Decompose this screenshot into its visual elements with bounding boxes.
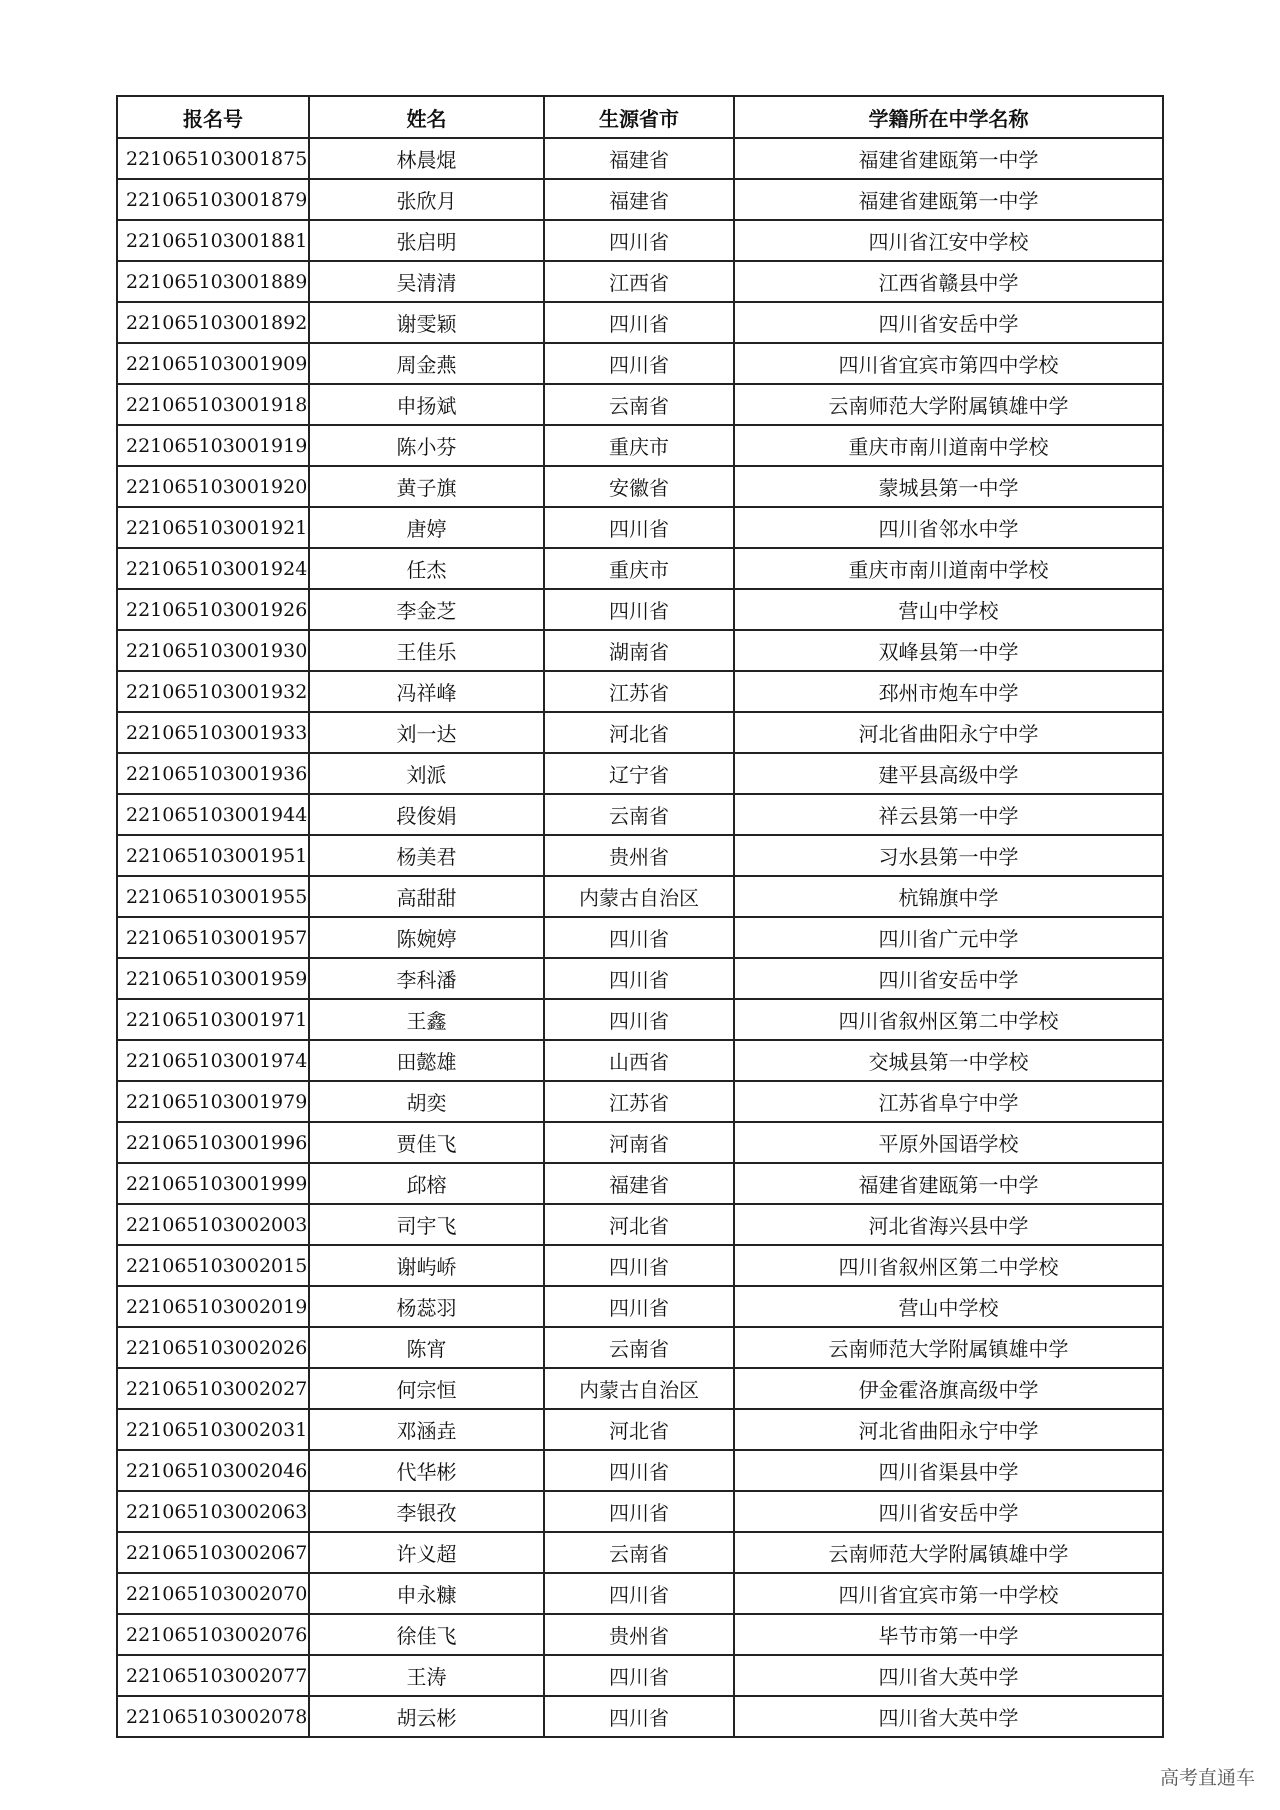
origin-province-cell: 四川省 bbox=[544, 1245, 734, 1286]
registration-number-cell: 221065103001921 bbox=[117, 507, 309, 548]
school-name-cell: 河北省海兴县中学 bbox=[734, 1204, 1163, 1245]
registration-number-cell: 221065103001924 bbox=[117, 548, 309, 589]
header-name: 姓名 bbox=[309, 96, 544, 138]
name-cell: 林晨焜 bbox=[309, 138, 544, 179]
registration-number-cell: 221065103002077 bbox=[117, 1655, 309, 1696]
origin-province-cell: 河南省 bbox=[544, 1122, 734, 1163]
registration-number-cell: 221065103002046 bbox=[117, 1450, 309, 1491]
school-name-cell: 邳州市炮车中学 bbox=[734, 671, 1163, 712]
origin-province-cell: 四川省 bbox=[544, 1286, 734, 1327]
table-row bbox=[117, 876, 1163, 917]
registration-number-cell: 221065103001932 bbox=[117, 671, 309, 712]
registration-number-cell: 221065103002027 bbox=[117, 1368, 309, 1409]
registration-number-cell: 221065103001955 bbox=[117, 876, 309, 917]
registration-number-cell: 221065103002067 bbox=[117, 1532, 309, 1573]
table-row bbox=[117, 794, 1163, 835]
registration-number-cell: 221065103001918 bbox=[117, 384, 309, 425]
school-name-cell: 四川省江安中学校 bbox=[734, 220, 1163, 261]
registration-number-cell: 221065103001892 bbox=[117, 302, 309, 343]
name-cell: 李金芝 bbox=[309, 589, 544, 630]
name-cell: 张欣月 bbox=[309, 179, 544, 220]
registration-number-cell: 221065103001889 bbox=[117, 261, 309, 302]
table-row bbox=[117, 343, 1163, 384]
origin-province-cell: 河北省 bbox=[544, 1204, 734, 1245]
name-cell: 周金燕 bbox=[309, 343, 544, 384]
name-cell: 谢屿峤 bbox=[309, 1245, 544, 1286]
name-cell: 杨蕊羽 bbox=[309, 1286, 544, 1327]
school-name-cell: 四川省安岳中学 bbox=[734, 958, 1163, 999]
table-body bbox=[117, 138, 1163, 1737]
registration-number-cell: 221065103001879 bbox=[117, 179, 309, 220]
table-row bbox=[117, 958, 1163, 999]
table-row bbox=[117, 1696, 1163, 1737]
name-cell: 唐婷 bbox=[309, 507, 544, 548]
name-cell: 陈宵 bbox=[309, 1327, 544, 1368]
registration-number-cell: 221065103002031 bbox=[117, 1409, 309, 1450]
table-row bbox=[117, 1655, 1163, 1696]
table-row bbox=[117, 1081, 1163, 1122]
school-name-cell: 四川省宜宾市第四中学校 bbox=[734, 343, 1163, 384]
school-name-cell: 毕节市第一中学 bbox=[734, 1614, 1163, 1655]
registration-number-cell: 221065103002063 bbox=[117, 1491, 309, 1532]
origin-province-cell: 四川省 bbox=[544, 1450, 734, 1491]
school-name-cell: 河北省曲阳永宁中学 bbox=[734, 712, 1163, 753]
origin-province-cell: 四川省 bbox=[544, 507, 734, 548]
school-name-cell: 伊金霍洛旗高级中学 bbox=[734, 1368, 1163, 1409]
table-row bbox=[117, 1368, 1163, 1409]
name-cell: 胡奕 bbox=[309, 1081, 544, 1122]
registration-number-cell: 221065103002070 bbox=[117, 1573, 309, 1614]
school-name-cell: 四川省大英中学 bbox=[734, 1655, 1163, 1696]
origin-province-cell: 四川省 bbox=[544, 1573, 734, 1614]
origin-province-cell: 福建省 bbox=[544, 1163, 734, 1204]
name-cell: 王佳乐 bbox=[309, 630, 544, 671]
table-row bbox=[117, 507, 1163, 548]
name-cell: 谢雯颖 bbox=[309, 302, 544, 343]
origin-province-cell: 四川省 bbox=[544, 1696, 734, 1737]
origin-province-cell: 云南省 bbox=[544, 384, 734, 425]
header-row bbox=[117, 96, 1163, 138]
table-row bbox=[117, 1409, 1163, 1450]
table-row bbox=[117, 1491, 1163, 1532]
school-name-cell: 河北省曲阳永宁中学 bbox=[734, 1409, 1163, 1450]
origin-province-cell: 重庆市 bbox=[544, 425, 734, 466]
name-cell: 司宇飞 bbox=[309, 1204, 544, 1245]
name-cell: 黄子旗 bbox=[309, 466, 544, 507]
school-name-cell: 江西省赣县中学 bbox=[734, 261, 1163, 302]
table-row bbox=[117, 384, 1163, 425]
registration-number-cell: 221065103001996 bbox=[117, 1122, 309, 1163]
origin-province-cell: 江苏省 bbox=[544, 1081, 734, 1122]
origin-province-cell: 贵州省 bbox=[544, 1614, 734, 1655]
table-row bbox=[117, 302, 1163, 343]
table-row bbox=[117, 220, 1163, 261]
registration-number-cell: 221065103002026 bbox=[117, 1327, 309, 1368]
name-cell: 代华彬 bbox=[309, 1450, 544, 1491]
school-name-cell: 双峰县第一中学 bbox=[734, 630, 1163, 671]
school-name-cell: 四川省安岳中学 bbox=[734, 302, 1163, 343]
origin-province-cell: 四川省 bbox=[544, 589, 734, 630]
name-cell: 王涛 bbox=[309, 1655, 544, 1696]
school-name-cell: 云南师范大学附属镇雄中学 bbox=[734, 1327, 1163, 1368]
registration-number-cell: 221065103002078 bbox=[117, 1696, 309, 1737]
name-cell: 刘派 bbox=[309, 753, 544, 794]
school-name-cell: 祥云县第一中学 bbox=[734, 794, 1163, 835]
origin-province-cell: 山西省 bbox=[544, 1040, 734, 1081]
table-row bbox=[117, 1614, 1163, 1655]
origin-province-cell: 内蒙古自治区 bbox=[544, 876, 734, 917]
registration-number-cell: 221065103002019 bbox=[117, 1286, 309, 1327]
registration-number-cell: 221065103001933 bbox=[117, 712, 309, 753]
registration-number-cell: 221065103001979 bbox=[117, 1081, 309, 1122]
school-name-cell: 杭锦旗中学 bbox=[734, 876, 1163, 917]
registration-number-cell: 221065103001936 bbox=[117, 753, 309, 794]
registration-number-cell: 221065103001926 bbox=[117, 589, 309, 630]
table-row bbox=[117, 589, 1163, 630]
name-cell: 段俊娟 bbox=[309, 794, 544, 835]
table-row bbox=[117, 1327, 1163, 1368]
school-name-cell: 四川省大英中学 bbox=[734, 1696, 1163, 1737]
origin-province-cell: 福建省 bbox=[544, 138, 734, 179]
table-row bbox=[117, 425, 1163, 466]
origin-province-cell: 贵州省 bbox=[544, 835, 734, 876]
table-row bbox=[117, 1122, 1163, 1163]
name-cell: 贾佳飞 bbox=[309, 1122, 544, 1163]
registration-number-cell: 221065103001971 bbox=[117, 999, 309, 1040]
name-cell: 许义超 bbox=[309, 1532, 544, 1573]
registration-number-cell: 221065103001974 bbox=[117, 1040, 309, 1081]
name-cell: 任杰 bbox=[309, 548, 544, 589]
name-cell: 胡云彬 bbox=[309, 1696, 544, 1737]
name-cell: 申永糠 bbox=[309, 1573, 544, 1614]
registration-number-cell: 221065103001920 bbox=[117, 466, 309, 507]
school-name-cell: 营山中学校 bbox=[734, 589, 1163, 630]
table-row bbox=[117, 630, 1163, 671]
table-row bbox=[117, 712, 1163, 753]
name-cell: 刘一达 bbox=[309, 712, 544, 753]
school-name-cell: 江苏省阜宁中学 bbox=[734, 1081, 1163, 1122]
school-name-cell: 云南师范大学附属镇雄中学 bbox=[734, 1532, 1163, 1573]
name-cell: 张启明 bbox=[309, 220, 544, 261]
table-row bbox=[117, 548, 1163, 589]
registration-number-cell: 221065103001881 bbox=[117, 220, 309, 261]
school-name-cell: 四川省叙州区第二中学校 bbox=[734, 999, 1163, 1040]
table-row bbox=[117, 1040, 1163, 1081]
school-name-cell: 四川省广元中学 bbox=[734, 917, 1163, 958]
origin-province-cell: 福建省 bbox=[544, 179, 734, 220]
origin-province-cell: 云南省 bbox=[544, 1327, 734, 1368]
school-name-cell: 四川省邻水中学 bbox=[734, 507, 1163, 548]
origin-province-cell: 辽宁省 bbox=[544, 753, 734, 794]
registration-number-cell: 221065103001999 bbox=[117, 1163, 309, 1204]
school-name-cell: 建平县高级中学 bbox=[734, 753, 1163, 794]
header-origin-province: 生源省市 bbox=[544, 96, 734, 138]
school-name-cell: 四川省叙州区第二中学校 bbox=[734, 1245, 1163, 1286]
name-cell: 高甜甜 bbox=[309, 876, 544, 917]
school-name-cell: 福建省建瓯第一中学 bbox=[734, 138, 1163, 179]
school-name-cell: 四川省宜宾市第一中学校 bbox=[734, 1573, 1163, 1614]
registration-number-cell: 221065103001959 bbox=[117, 958, 309, 999]
school-name-cell: 重庆市南川道南中学校 bbox=[734, 425, 1163, 466]
table-row bbox=[117, 1532, 1163, 1573]
origin-province-cell: 四川省 bbox=[544, 302, 734, 343]
school-name-cell: 重庆市南川道南中学校 bbox=[734, 548, 1163, 589]
origin-province-cell: 四川省 bbox=[544, 999, 734, 1040]
table-row bbox=[117, 671, 1163, 712]
origin-province-cell: 河北省 bbox=[544, 712, 734, 753]
header-registration-number: 报名号 bbox=[117, 96, 309, 138]
registration-number-cell: 221065103001909 bbox=[117, 343, 309, 384]
name-cell: 冯祥峰 bbox=[309, 671, 544, 712]
registration-number-cell: 221065103001875 bbox=[117, 138, 309, 179]
table-row bbox=[117, 179, 1163, 220]
table-row bbox=[117, 1286, 1163, 1327]
origin-province-cell: 重庆市 bbox=[544, 548, 734, 589]
school-name-cell: 福建省建瓯第一中学 bbox=[734, 179, 1163, 220]
table-row bbox=[117, 835, 1163, 876]
name-cell: 田懿雄 bbox=[309, 1040, 544, 1081]
origin-province-cell: 江西省 bbox=[544, 261, 734, 302]
name-cell: 陈婉婷 bbox=[309, 917, 544, 958]
school-name-cell: 云南师范大学附属镇雄中学 bbox=[734, 384, 1163, 425]
name-cell: 李银孜 bbox=[309, 1491, 544, 1532]
school-name-cell: 交城县第一中学校 bbox=[734, 1040, 1163, 1081]
registration-number-cell: 221065103002015 bbox=[117, 1245, 309, 1286]
origin-province-cell: 四川省 bbox=[544, 343, 734, 384]
name-cell: 陈小芬 bbox=[309, 425, 544, 466]
registration-number-cell: 221065103001930 bbox=[117, 630, 309, 671]
school-name-cell: 营山中学校 bbox=[734, 1286, 1163, 1327]
name-cell: 邱榕 bbox=[309, 1163, 544, 1204]
name-cell: 王鑫 bbox=[309, 999, 544, 1040]
school-name-cell: 福建省建瓯第一中学 bbox=[734, 1163, 1163, 1204]
table-row bbox=[117, 1163, 1163, 1204]
school-name-cell: 四川省安岳中学 bbox=[734, 1491, 1163, 1532]
origin-province-cell: 内蒙古自治区 bbox=[544, 1368, 734, 1409]
table-header bbox=[117, 96, 1163, 138]
registration-number-cell: 221065103001957 bbox=[117, 917, 309, 958]
school-name-cell: 蒙城县第一中学 bbox=[734, 466, 1163, 507]
header-school-name: 学籍所在中学名称 bbox=[734, 96, 1163, 138]
registration-number-cell: 221065103002076 bbox=[117, 1614, 309, 1655]
table-row bbox=[117, 1450, 1163, 1491]
registration-number-cell: 221065103001919 bbox=[117, 425, 309, 466]
name-cell: 吴清清 bbox=[309, 261, 544, 302]
origin-province-cell: 云南省 bbox=[544, 1532, 734, 1573]
table-row bbox=[117, 1204, 1163, 1245]
registration-number-cell: 221065103002003 bbox=[117, 1204, 309, 1245]
origin-province-cell: 四川省 bbox=[544, 220, 734, 261]
table-row bbox=[117, 138, 1163, 179]
table-row bbox=[117, 999, 1163, 1040]
registration-number-cell: 221065103001944 bbox=[117, 794, 309, 835]
origin-province-cell: 安徽省 bbox=[544, 466, 734, 507]
table-row bbox=[117, 753, 1163, 794]
name-cell: 何宗恒 bbox=[309, 1368, 544, 1409]
registration-number-cell: 221065103001951 bbox=[117, 835, 309, 876]
origin-province-cell: 湖南省 bbox=[544, 630, 734, 671]
origin-province-cell: 江苏省 bbox=[544, 671, 734, 712]
school-name-cell: 平原外国语学校 bbox=[734, 1122, 1163, 1163]
name-cell: 杨美君 bbox=[309, 835, 544, 876]
origin-province-cell: 四川省 bbox=[544, 1491, 734, 1532]
name-cell: 徐佳飞 bbox=[309, 1614, 544, 1655]
school-name-cell: 习水县第一中学 bbox=[734, 835, 1163, 876]
table-row bbox=[117, 261, 1163, 302]
table-row bbox=[117, 466, 1163, 507]
table-row bbox=[117, 1573, 1163, 1614]
table-row bbox=[117, 917, 1163, 958]
origin-province-cell: 云南省 bbox=[544, 794, 734, 835]
origin-province-cell: 四川省 bbox=[544, 917, 734, 958]
watermark-text: 高考直通车 bbox=[1159, 1767, 1255, 1789]
name-cell: 李科潘 bbox=[309, 958, 544, 999]
table-row bbox=[117, 1245, 1163, 1286]
origin-province-cell: 河北省 bbox=[544, 1409, 734, 1450]
origin-province-cell: 四川省 bbox=[544, 1655, 734, 1696]
name-cell: 邓涵垚 bbox=[309, 1409, 544, 1450]
school-name-cell: 四川省渠县中学 bbox=[734, 1450, 1163, 1491]
student-roster-table bbox=[116, 95, 1164, 1738]
name-cell: 申扬斌 bbox=[309, 384, 544, 425]
origin-province-cell: 四川省 bbox=[544, 958, 734, 999]
